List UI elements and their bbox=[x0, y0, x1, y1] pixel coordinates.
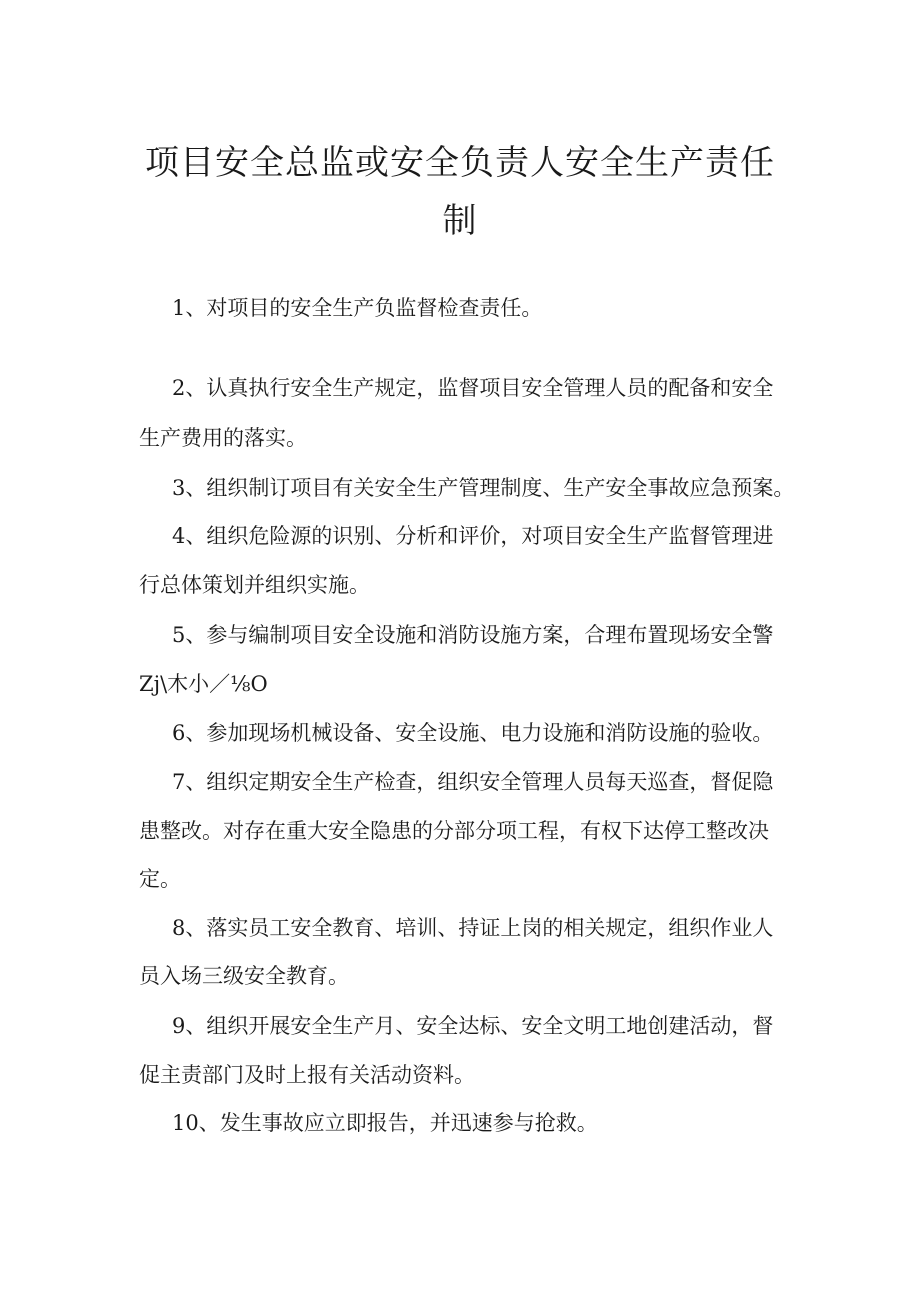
item-1-line-1: 1、对项目的安全生产负监督检查责任。 bbox=[172, 296, 543, 320]
item-3-line-1: 3、组织制订项目有关安全生产管理制度、生产安全事故应急预案。 bbox=[172, 476, 795, 500]
item-8-line-1: 8、落实员工安全教育、培训、持证上岗的相关规定，组织作业人 bbox=[172, 916, 774, 940]
item-2-line-1: 2、认真执行安全生产规定，监督项目安全管理人员的配备和安全 bbox=[172, 376, 774, 400]
item-5-line-2: Zj\木小／⅛O bbox=[139, 672, 268, 696]
item-2-line-2: 生产费用的落实。 bbox=[139, 426, 307, 450]
item-4-line-1: 4、组织危险源的识别、分析和评价，对项目安全生产监督管理进 bbox=[172, 524, 774, 548]
item-9-line-2: 促主责部门及时上报有关活动资料。 bbox=[139, 1063, 475, 1087]
item-9-line-1: 9、组织开展安全生产月、安全达标、安全文明工地创建活动，督 bbox=[172, 1014, 774, 1038]
item-10-line-1: 10、发生事故应立即报告，并迅速参与抢救。 bbox=[172, 1111, 598, 1135]
document-title-line-2: 制 bbox=[442, 201, 478, 241]
item-5-line-1: 5、参与编制项目安全设施和消防设施方案，合理布置现场安全警 bbox=[172, 623, 774, 647]
item-6-line-1: 6、参加现场机械设备、安全设施、电力设施和消防设施的验收。 bbox=[172, 721, 774, 745]
item-7-line-1: 7、组织定期安全生产检查，组织安全管理人员每天巡查，督促隐 bbox=[172, 770, 774, 794]
item-7-line-3: 定。 bbox=[139, 867, 181, 891]
document-title-line-1: 项目安全总监或安全负责人安全生产责任 bbox=[145, 143, 775, 183]
item-7-line-2: 患整改。对存在重大安全隐患的分部分项工程，有权下达停工整改决 bbox=[139, 819, 769, 843]
item-4-line-2: 行总体策划并组织实施。 bbox=[139, 573, 370, 597]
item-8-line-2: 员入场三级安全教育。 bbox=[139, 964, 349, 988]
